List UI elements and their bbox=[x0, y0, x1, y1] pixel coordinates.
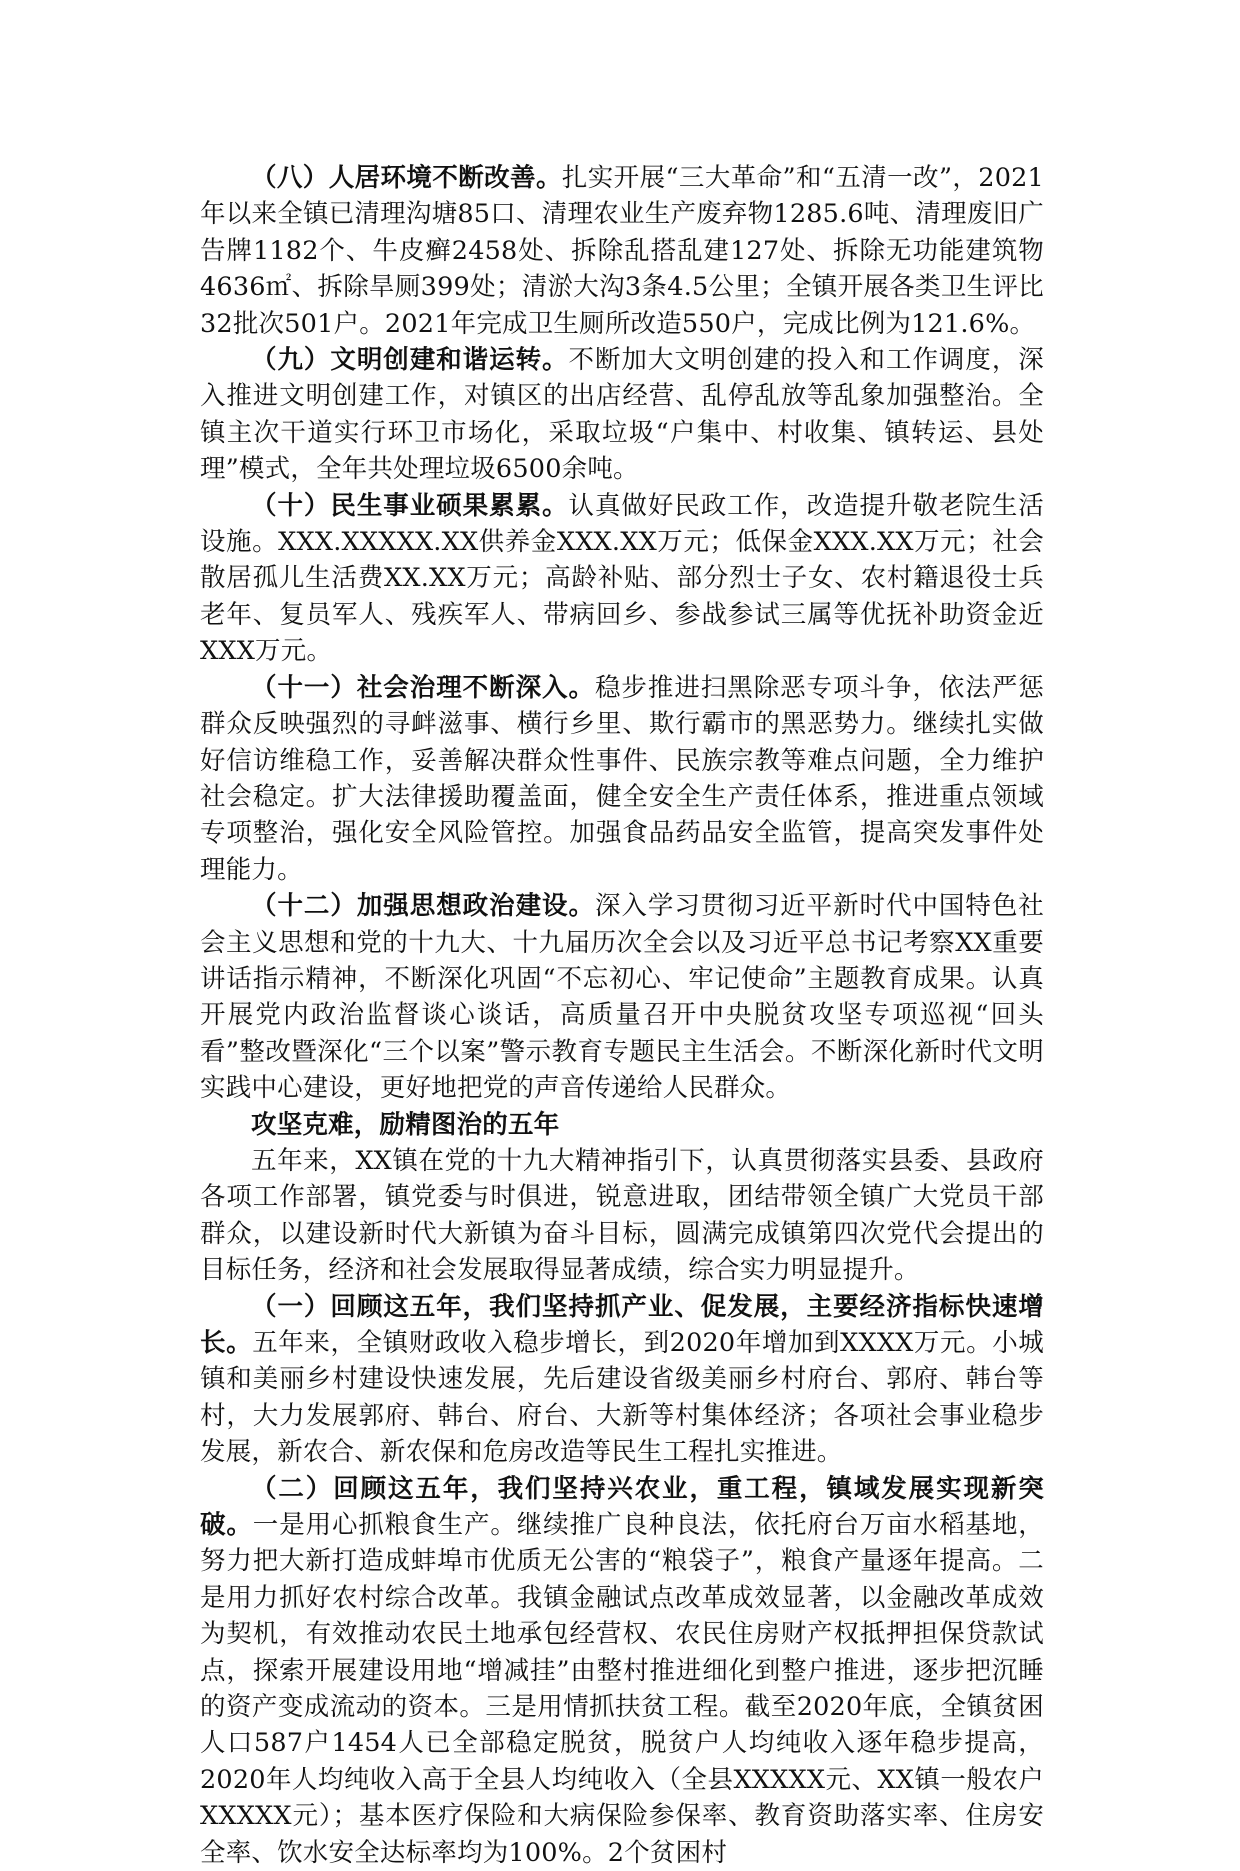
document-body bbox=[200, 160, 1044, 1871]
paragraph-text: 深入学习贯彻习近平新时代中国特色社会主义思想和党的十九大、十九届历次全会以及习近平总书记考察XX重要讲话指示精神，不断深化巩固“不忘初心、牢记使命”主题教育成果。认真开展党内政治监督谈心谈话，高质量召开中央脱贫攻坚专项巡视“回头看”整改暨深化“三个以案”警示教育专题民主生活会。不断深化新时代文明实践中心建设，更好地把党的声音传递给人民群众。 bbox=[200, 891, 1044, 1104]
paragraph-lead: （十）民生事业硕果累累。 bbox=[251, 490, 569, 521]
paragraph-lead: （一）回顾这五年，我们坚持抓产业、促发展，主要经济指标快速增长。 bbox=[200, 1291, 1044, 1358]
paragraph-livelihood bbox=[200, 488, 1044, 670]
paragraph-social-governance bbox=[200, 670, 1044, 888]
paragraph-lead: （九）文明创建和谐运转。 bbox=[251, 345, 569, 376]
paragraph-lead: （十一）社会治理不断深入。 bbox=[251, 672, 595, 703]
paragraph-text: 五年来，全镇财政收入稳步增长，到2020年增加到XXXX万元。小城镇和美丽乡村建设快速发展，先后建设省级美丽乡村府台、郭府、韩台等村，大力发展郭府、韩台、府台、大新等村集体经济；各项社会事业稳步发展，新农合、新农保和危房改造等民生工程扎实推进。 bbox=[200, 1328, 1044, 1468]
paragraph-text: 不断加大文明创建的投入和工作调度，深入推进文明创建工作，对镇区的出店经营、乱停乱放等乱象加强整治。全镇主次干道实行环卫市场化，采取垃圾“户集中、村收集、镇转运、县处理”模式，全年共处理垃圾6500余吨。 bbox=[200, 345, 1044, 485]
paragraph-text: 稳步推进扫黑除恶专项斗争，依法严惩群众反映强烈的寻衅滋事、横行乡里、欺行霸市的黑恶势力。继续扎实做好信访维稳工作，妥善解决群众性事件、民族宗教等难点问题，全力维护社会稳定。扩大法律援助覆盖面，健全安全生产责任体系，推进重点领域专项整治，强化安全风险管控。加强食品药品安全监管，提高突发事件处理能力。 bbox=[200, 672, 1044, 885]
paragraph-living-environment bbox=[200, 160, 1044, 342]
section-heading: 攻坚克难，励精图治的五年 bbox=[251, 1109, 560, 1140]
paragraph-civilization bbox=[200, 342, 1044, 488]
paragraph-lead: （二）回顾这五年，我们坚持兴农业，重工程，镇域发展实现新突破。 bbox=[200, 1473, 1044, 1541]
paragraph-text: 一是用心抓粮食生产。继续推广良种良法，依托府台万亩水稻基地，努力把大新打造成蚌埠市优质无公害的“粮袋子”，粮食产量逐年提高。二是用力抓好农村综合改革。我镇金融试点改革成效显著，以金融改革成效为契机，有效推动农民土地承包经营权、农民住房财产权抵押担保贷款试点，探索开展建设用地“增减挂”由整村推进细化到整户推进，逐步把沉睡的资产变成流动的资本。三是用情抓扶贫工程。截至2020年底，全镇贫困人口587户1454人已全部稳定脱贫，脱贫户人均纯收入逐年稳步提高，2020年人均纯收入高于全县人均纯收入（全县XXXXX元、XX镇一般农户XXXXX元）；基本医疗保险和大病保险参保率、教育资助落实率、住房安全率、饮水安全达标率均为100%。2个贫困村 bbox=[200, 1510, 1044, 1868]
paragraph-text: 认真做好民政工作，改造提升敬老院生活设施。XXX.XXXXX.XX供养金XXX.XX万元；低保金XXX.XX万元；社会散居孤儿生活费XX.XX万元；高龄补贴、部分烈士子女、农村籍退役士兵老年、复员军人、残疾军人、带病回乡、参战参试三属等优抚补助资金近XXX万元。 bbox=[200, 490, 1044, 667]
paragraph-review-agriculture bbox=[200, 1471, 1044, 1871]
paragraph-review-economy bbox=[200, 1289, 1044, 1471]
paragraph-lead: （十二）加强思想政治建设。 bbox=[251, 891, 595, 922]
section-intro: 五年来，XX镇在党的十九大精神指引下，认真贯彻落实县委、县政府各项工作部署，镇党委与时俱进，锐意进取，团结带领全镇广大党员干部群众，以建设新时代大新镇为奋斗目标，圆满完成镇第四次党代会提出的目标任务，经济和社会发展取得显著成绩，综合实力明显提升。 bbox=[200, 1145, 1044, 1286]
paragraph-political-building bbox=[200, 888, 1044, 1106]
paragraph-text: 扎实开展“三大革命”和“五清一改”，2021年以来全镇已清理沟塘85口、清理农业生产废弃物1285.6吨、清理废旧广告牌1182个、牛皮癣2458处、拆除乱搭乱建127处、拆除无功能建筑物4636㎡、拆除旱厕399处；清淤大沟3条4.5公里；全镇开展各类卫生评比32批次501户。2021年完成卫生厕所改造550户，完成比例为121.6%。 bbox=[200, 163, 1044, 339]
paragraph-lead: （八）人居环境不断改善。 bbox=[251, 163, 562, 193]
